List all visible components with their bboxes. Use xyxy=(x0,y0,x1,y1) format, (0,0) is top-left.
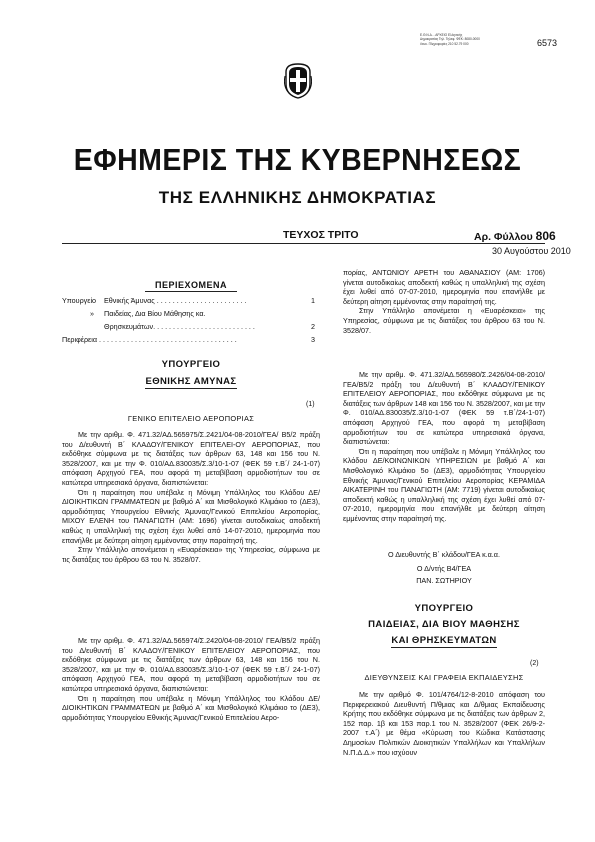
issue-series: ΤΕΥΧΟΣ ΤΡΙΤΟ xyxy=(283,229,359,241)
toc-line xyxy=(62,335,312,344)
toc-left: » xyxy=(90,309,94,318)
toc-left: Υπουργείο xyxy=(62,296,97,305)
toc-dots: . . . . . . . . . . . . . . . . . . . . . . . . . . . . . . . . . . . xyxy=(97,335,237,344)
paragraph: Με την αριθμό Φ. 101/4764/12-8-2010 απόφαση του Περιφερειακού Διευθυντή Π/θμιας και Δ/θμιας Εκπαίδευσης Κρήτης που εκδόθηκε σύμφωνα με τις διατάξεις των άρθρων 2, 152 παρ. 1β και 153 παρ.1 του Ν. 3528/2007 (ΦΕΚ 26/9-2-2007 τ.Α΄) με θέμα «Κύρωση του Κώδικα Κατάστασης Δημοσίων Πολιτικών Διοικητικών Υπαλλήλων και Υπαλλήλων Ν.Π.Δ.Δ.» που ισχύουν xyxy=(343,690,545,757)
paragraph: πορίας, ΑΝΤΩΝΙΟΥ ΑΡΕΤΗ του ΑΘΑΝΑΣΙΟΥ (ΑΜ: 1706) γίνεται αυτοδικαίως αποδεκτή καθώς η υπαλληλική της σχέση έχει λυθεί από 07-07-2010, ημερομηνία που επανήλθε με δεύτερη αίτηση εμμένοντας στην παραίτησή της. xyxy=(343,268,545,306)
sheet-number xyxy=(474,229,556,243)
toc-entry: Παιδείας, Δια Βίου Μάθησης κα. xyxy=(104,309,206,318)
publisher-small-print: Ε.Θ.Ν.Δ. - ΑΡΧΕΙΟ Ελληνικής Δημοκρατίας Τηλ. Τηλεφ. ΦΕΚ: 8080-0000 Λευκ. Πληροφορίες 210 52.79 000 xyxy=(420,33,480,46)
department-heading: ΔΙΕΥΘΥΝΣΕΙΣ ΚΑΙ ΓΡΑΦΕΙΑ ΕΚΠΑΙΔΕΥΣΗΣ xyxy=(364,673,524,682)
decision-text-right-1 xyxy=(343,268,545,335)
department-heading: ΓΕΝΙΚΟ ΕΠΙΤΕΛΕΙΟ ΑΕΡΟΠΟΡΙΑΣ xyxy=(127,414,255,423)
signature-line-2: Ο Δ/ντής Β4/ΓΕΑ xyxy=(416,564,472,573)
paragraph: Με την αριθμ. Φ. 471.32/ΑΔ.565975/Σ.2421/04-08-2010/ΓΕΑ/ Β5/2 πράξη του Δ/ευθυντή Β΄ ΚΛΑΔΟΥ/ΓΕΝΙΚΟΥ ΕΠΙΤΕΛΕΙ-ΟΥ ΑΕΡΟΠΟΡΙΑΣ, που εκδόθηκε σύμφωνα με τις διατάξεις των άρθρων 63, 148 και 156 του Ν. 3528/2007, και με την Φ. 010/ΑΔ.830035/Σ.3/10-1-07 (ΦΕΚ 59 τ.Β΄/ 24-1-07) απόφαση Αρχηγού ΓΕΑ, που αφορά τη μεταβίβαση αρμοδιοτήτων του σε κατώτερα υπηρεσιακά όργανα, διαπιστώνεται: xyxy=(62,430,320,487)
toc-line xyxy=(104,322,320,331)
decision-text-right-2 xyxy=(343,370,545,524)
toc-rule xyxy=(145,291,237,292)
toc-line xyxy=(62,296,96,305)
paragraph: Ότι η παραίτηση που υπέβαλε η Μόνιμη Υπάλληλος του Κλάδου ΔΕ/ΔΙΟΙΚΗΤΙΚΩΝ ΓΡΑΜΜΑΤΕΩΝ με βαθμό Α΄ και Μισθολογικό Κλιμάκιο το (ΔΕ3), αρμοδιότητας Υπουργείου Εθνικής Άμυνας/Γενικού Επιτελείου Αερο- xyxy=(62,693,320,722)
header-rule xyxy=(62,243,545,244)
sheet-number-label: Αρ. Φύλλου xyxy=(474,231,533,243)
decision-text-right-3 xyxy=(343,690,545,757)
paragraph: Με την αριθμ. Φ. 471.32/ΑΔ.565974/Σ.2420/04-08-2010/ ΓΕΑ/Β5/2 πράξη του Δ/ευθυντή Β΄ ΚΛΑΔΟΥ/ΓΕΝΙΚΟΥ ΕΠΙΤΕΛΕΙΟΥ ΑΕΡΟΠΟΡΙΑΣ, που εκδόθηκε σύμφωνα με τις διατάξεις των άρθρων 63, 148 και 156 του Ν. 3528/2007, και με την Φ. 010/ΑΔ.830035/Σ.3/10-1-07 (ΦΕΚ 59 τ.Β΄/ 24-1-07) απόφαση Αρχηγού ΓΕΑ, που αφορά τη μεταβίβαση αρμοδιοτήτων του σε κατώτερα υπηρεσιακά όργανα, διαπιστώνεται: xyxy=(62,636,320,693)
gazette-subtitle: ΤΗΣ ΕΛΛΗΝΙΚΗΣ ΔΗΜΟΚΡΑΤΙΑΣ xyxy=(158,188,437,207)
signature-line-1: Ο Διευθυντής Β΄ κλάδου/ΓΕΑ κ.α.α. xyxy=(388,550,500,559)
greek-coat-of-arms-icon xyxy=(284,62,312,100)
paragraph: Ότι η παραίτηση που υπέβαλε η Μόνιμη Υπάλληλος του Κλάδου ΔΕ/ΔΙΟΙΚΗΤΙΚΩΝ ΓΡΑΜΜΑΤΕΩΝ με βαθμό Α΄ και Μισθολογικό Κλιμάκιο το (ΔΕ3), αρμοδιότητας Υπουργείου Εθνικής Άμυνας/Γενικού Επιτελείου Αεροπορίας, ΜΙΧΟΥ ΕΛΕΝΗ του ΠΑΝΑΓΙΩΤΗ (ΑΜ: 1696) γίνεται αυτοδικαίως αποδεκτή καθώς η υπαλληλική της σχέση έχει λυθεί από 14-07-2010, ημερομηνία που επανήλθε με δεύτερη αίτηση εμμένοντας στην παραίτησή της. xyxy=(62,487,320,545)
sheet-number-value: 806 xyxy=(535,229,556,243)
ministry-heading-line1: ΥΠΟΥΡΓΕΙΟ xyxy=(161,359,221,370)
toc-dots: . . . . . . . . . . . . . . . . . . . . . . . . . xyxy=(155,322,255,331)
paragraph: Στην Υπάλληλο απονέμεται η «Ευαρέσκεια» της Υπηρεσίας, σύμφωνα με τις διατάξεις του άρθρου 63 του Ν. 3528/07. xyxy=(62,545,320,564)
ministry-heading-line3 xyxy=(343,635,545,646)
toc-page: 3 xyxy=(311,335,315,344)
gazette-title: ΕΦΗΜΕΡΙΣ ΤΗΣ ΚΥΒΕΡΝΗΣΕΩΣ xyxy=(73,142,522,177)
page-number: 6573 xyxy=(537,38,558,48)
toc-entry: Θρησκευμάτων. xyxy=(104,322,156,331)
toc-line xyxy=(104,296,320,305)
ministry-name: ΚΑΙ ΘΡΗΣΚΕΥΜΑΤΩΝ xyxy=(391,635,497,646)
issue-date: 30 Αυγούστου 2010 xyxy=(492,246,571,256)
signature-name: ΠΑΝ. ΣΩΤΗΡΙΟΥ xyxy=(416,576,472,585)
toc-page: 2 xyxy=(311,322,315,331)
decision-number: (1) xyxy=(306,401,315,408)
paragraph: Στην Υπάλληλο απονέμεται η «Ευαρέσκεια» της Υπηρεσίας, σύμφωνα με τις διατάξεις του άρθρου 63 του Ν. 3528/07. xyxy=(343,306,545,335)
decision-text-left-1 xyxy=(62,430,320,564)
toc-entry: Εθνικής Άμυνας xyxy=(104,296,155,305)
ministry-heading-line2 xyxy=(62,376,320,387)
toc-heading: ΠΕΡΙΕΧΟΜΕΝΑ xyxy=(154,280,227,290)
toc-left: Περιφέρεια xyxy=(62,335,97,344)
ministry-name: ΕΘΝΙΚΗΣ ΑΜΥΝΑΣ xyxy=(145,376,237,387)
paragraph: Με την αριθμ. Φ. 471.32/ΑΔ.565980/Σ.2426/04-08-2010/ ΓΕΑ/Β5/2 πράξη του Δ/ευθυντή Β΄ ΚΛΑΔΟΥ/ΓΕΝΙΚΟΥ ΕΠΙΤΕΛΕΙΟΥ ΑΕΡΟΠΟΡΙΑΣ, που εκδόθηκε σύμφωνα με τις διατάξεις των άρθρων 148 και 156 του Ν. 3528/2007, και με την Φ. 010/ΑΔ.830035/Σ.3/10-1-07 (ΦΕΚ 59 τ.Β΄/24-1-07) απόφαση Αρχηγού ΓΕΑ, που αφορά τη μεταβίβαση αρμοδιοτήτων του σε κατώτερα υπηρεσιακά όργανα, διαπιστώνεται: xyxy=(343,370,545,447)
toc-page: 1 xyxy=(311,296,315,305)
paragraph: Ότι η παραίτηση που υπέβαλε η Μόνιμη Υπάλληλος του Κλάδου ΔΕ/ΚΟΙΝΩΝΙΚΩΝ ΥΠΗΡΕΣΙΩΝ με βαθμό Α΄ και Μισθολογικό Κλιμάκιο 5ο (ΔΕ3), αρμοδιότητας Υπουργείου Εθνικής Άμυνας/Γενικού Επιτελείου Αεροπορίας ΚΕΡΑΜΙΔΑ ΑΙΚΑΤΕΡΙΝΗ του ΠΑΝΑΓΙΩΤΗ (ΑΜ: 7719) γίνεται αυτοδικαίως αποδεκτή καθώς η υπαλληλική της σχέση έχει λυθεί από 07-07-2010, ημερομηνία που επανήλθε με δεύτερη αίτηση εμμένοντας στην παραίτησή της. xyxy=(343,446,545,523)
decision-number: (2) xyxy=(530,660,539,667)
ministry-heading-line1: ΥΠΟΥΡΓΕΙΟ xyxy=(414,603,474,614)
decision-text-left-2 xyxy=(62,636,320,722)
ministry-heading-line2: ΠΑΙΔΕΙΑΣ, ΔΙΑ ΒΙΟΥ ΜΑΘΗΣΗΣ xyxy=(368,619,520,630)
toc-dots: . . . . . . . . . . . . . . . . . . . . . . . xyxy=(154,296,247,305)
